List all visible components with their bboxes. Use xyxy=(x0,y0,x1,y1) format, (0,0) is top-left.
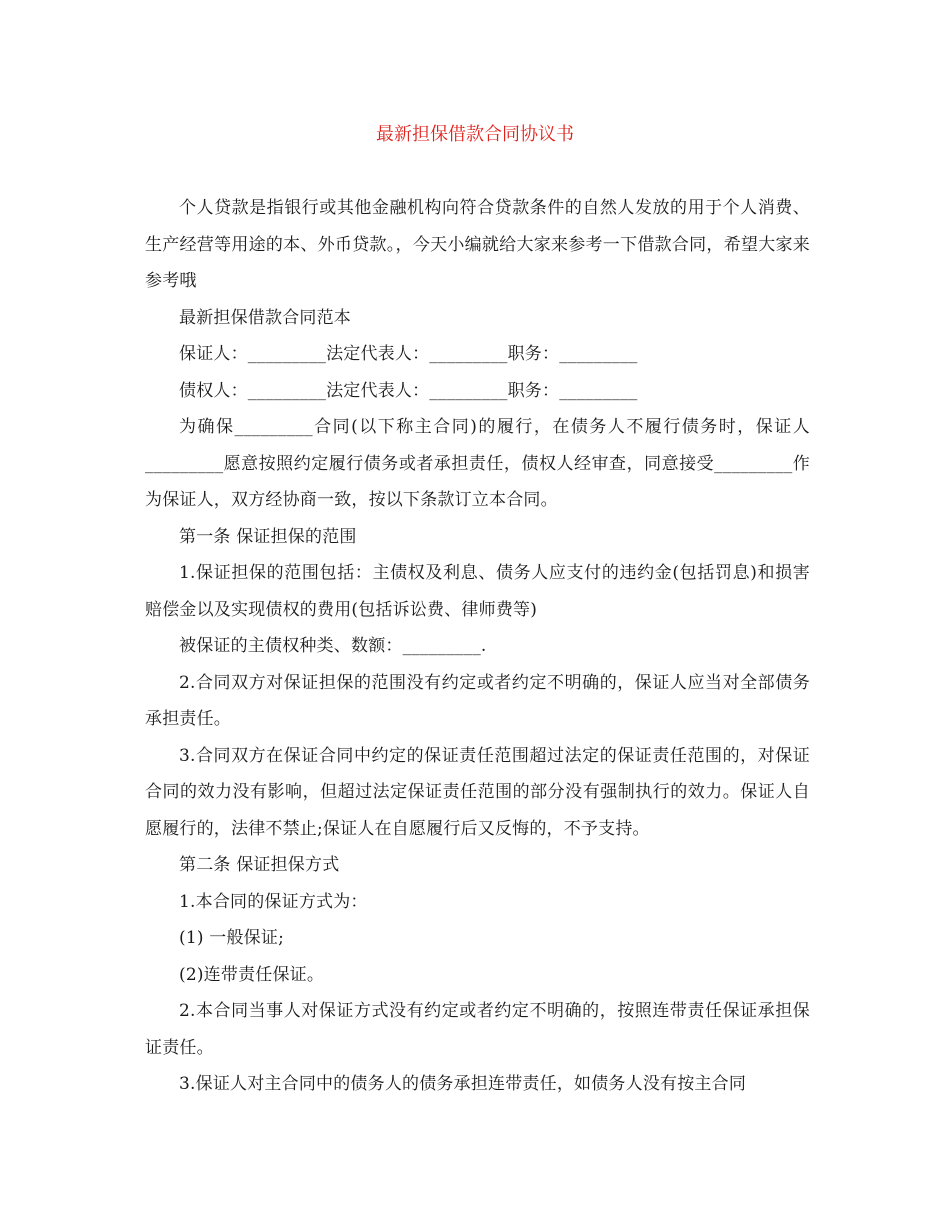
paragraph-creditor-line: 债权人：_________法定代表人：_________职务：_________ xyxy=(179,380,638,401)
article-1-claim-amount: 被保证的主债权种类、数额：_________. xyxy=(179,636,487,656)
paragraph-guarantor-line: 保证人：_________法定代表人：_________职务：_________ xyxy=(179,344,638,364)
article-1-heading: 第一条 保证担保的范围 xyxy=(179,526,357,547)
document-title: 最新担保借款合同协议书 xyxy=(376,124,574,145)
article-2-option-2: (2)连带责任保证。 xyxy=(179,964,325,985)
document-body xyxy=(145,190,810,1103)
article-2-clause-3: 3.保证人对主合同中的债务人的债务承担连带责任，如债务人没有按主合同 xyxy=(179,1074,747,1094)
article-1-clause-1: 1.保证担保的范围包括：主债权及利息、债务人应支付的违约金(包括罚息)和损害赔偿金以及实现债权的费用(包括诉讼费、律师费等) xyxy=(145,563,810,620)
article-2-clause-2: 2.本合同当事人对保证方式没有约定或者约定不明确的，按照连带责任保证承担保证责任。 xyxy=(145,1001,810,1058)
article-2-heading: 第二条 保证担保方式 xyxy=(179,855,340,875)
article-1-clause-2: 2.合同双方对保证担保的范围没有约定或者约定不明确的，保证人应当对全部债务承担责任。 xyxy=(145,672,810,729)
article-2-option-1: (1) 一般保证; xyxy=(179,928,285,948)
paragraph-intro: 个人贷款是指银行或其他金融机构向符合贷款条件的自然人发放的用于个人消费、生产经营等用途的本、外币贷款。，今天小编就给大家来参考一下借款合同，希望大家来参考哦 xyxy=(145,198,810,291)
article-1-clause-3: 3.合同双方在保证合同中约定的保证责任范围超过法定的保证责任范围的，对保证合同的效力没有影响，但超过法定保证责任范围的部分没有强制执行的效力。保证人自愿履行的，法律不禁止;保证人在自愿履行后又反悔的，不予支持。 xyxy=(145,745,810,839)
paragraph-preamble: 为确保_________合同(以下称主合同)的履行，在债务人不履行债务时，保证人_________愿意按照约定履行债务或者承担责任，债权人经审查，同意接受_________作为保证人，双方经协商一致，按以下条款订立本合同。 xyxy=(145,417,810,510)
article-2-clause-1: 1.本合同的保证方式为： xyxy=(179,891,368,912)
paragraph-template-heading: 最新担保借款合同范本 xyxy=(179,307,351,328)
